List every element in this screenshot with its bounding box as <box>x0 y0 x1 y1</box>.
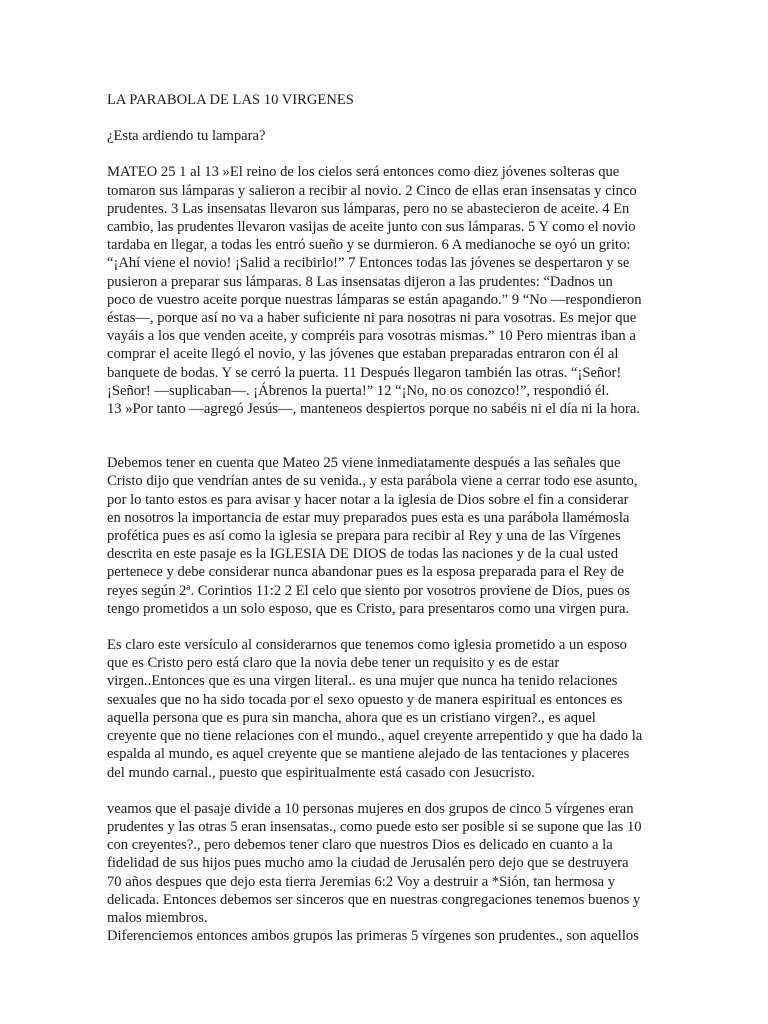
body-paragraph: Debemos tener en cuenta que Mateo 25 viene inmediatamente después a las señales que Cristo dijo que vendrían antes de su venida., y esta parábola viene a cerrar todo ese asunto, por lo tanto estos es para avisar y hacer notar a la iglesia de Dios sobre el fin a considerar en nosotros la importancia de estar muy preparados pues esta es una parábola llamémosla profética pues es así como la iglesia se prepara para recibir al Rey y una de las Vírgenes descrita en este pasaje es la IGLESIA DE DIOS de todas las naciones y de la cual usted pertenece y debe considerar nunca abandonar pues es la esposa preparada para el Rey de reyes según 2ª. Corintios 11:2 2 El celo que siento por vosotros proviene de Dios, pues os tengo prometidos a un solo esposo, que es Cristo, para presentaros como una virgen pura. <box>107 455 638 617</box>
scripture-paragraph: MATEO 25 1 al 13 »El reino de los cielos será entonces como diez jóvenes solteras que tomaron sus lámparas y salieron a recibir al novio. 2 Cinco de ellas eran insensatas y cinco prudentes. 3 Las insensatas llevaron sus lámparas, pero no se abastecieron de aceite. 4 En cambio, las prudentes llevaron vasijas de aceite junto con sus lámparas. 5 Y como el novio tardaba en llegar, a todas les entró sueño y se durmieron. 6 A medianoche se oyó un grito: “¡Ahí viene el novio! ¡Salid a recibirlo!” 7 Entonces todas las jóvenes se despertaron y se pusieron a preparar sus lámparas. 8 Las insensatas dijeron a las prudentes: “Dadnos un poco de vuestro aceite porque nuestras lámparas se están apagando.” 9 “No —respondieron éstas—, porque así no va a haber suficiente ni para nosotras ni para vosotras. Es mejor que vayáis a los que venden aceite, y compréis para vosotras mismas.” 10 Pero mientras iban a comprar el aceite llegó el novio, y las jóvenes que estaban preparadas entraron con él al banquete de bodas. Y se cerró la puerta. 11 Después llegaron también las otras. “¡Señor! ¡Señor! —suplicaban—. ¡Ábrenos la puerta!” 12 “¡No, no os conozco!”, respondió él. 13 »Por tanto —agregó Jesús—, manteneos despiertos porque no sabéis ni el día ni la hora. <box>107 164 642 418</box>
document-title: LA PARABOLA DE LAS 10 VIRGENES <box>107 92 354 108</box>
document-body <box>107 91 663 945</box>
body-paragraph: Es claro este versículo al considerarnos que tenemos como iglesia prometido a un esposo que es Cristo pero está claro que la novia debe tener un requisito y es de estar virgen..Entonces que es una virgen literal.. es una mujer que nunca ha tenido relaciones sexuales que no ha sido tocada por el sexo opuesto y de manera espiritual es entonces es aquella persona que es pura sin mancha, ahora que es un cristiano virgen?., es aquel creyente que no tiene relaciones con el mundo., aquel creyente arrepentido y que ha dado la espalda al mundo, es aquel creyente que se mantiene alejado de las tentaciones y placeres del mundo carnal., puesto que espiritualmente está casado con Jesucristo. <box>107 637 643 781</box>
body-paragraph: veamos que el pasaje divide a 10 personas mujeres en dos grupos de cinco 5 vírgenes eran prudentes y las otras 5 eran insensatas., como puede esto ser posible si se supone que las 10 con creyentes?., pero debemos tener claro que nuestros Dios es delicado en cuanto a la fidelidad de sus hijos pues mucho amo la ciudad de Jerusalén pero dejo que se destruyera 70 años despues que dejo esta tierra Jeremias 6:2 Voy a destruir a *Sión, tan hermosa y delicada. Entonces debemos ser sinceros que en nuestras congregaciones tenemos buenos y malos miembros. Diferenciemos entonces ambos grupos las primeras 5 vírgenes son prudentes., son aquellos <box>107 800 642 945</box>
document-subtitle: ¿Esta ardiendo tu lampara? <box>107 128 266 145</box>
